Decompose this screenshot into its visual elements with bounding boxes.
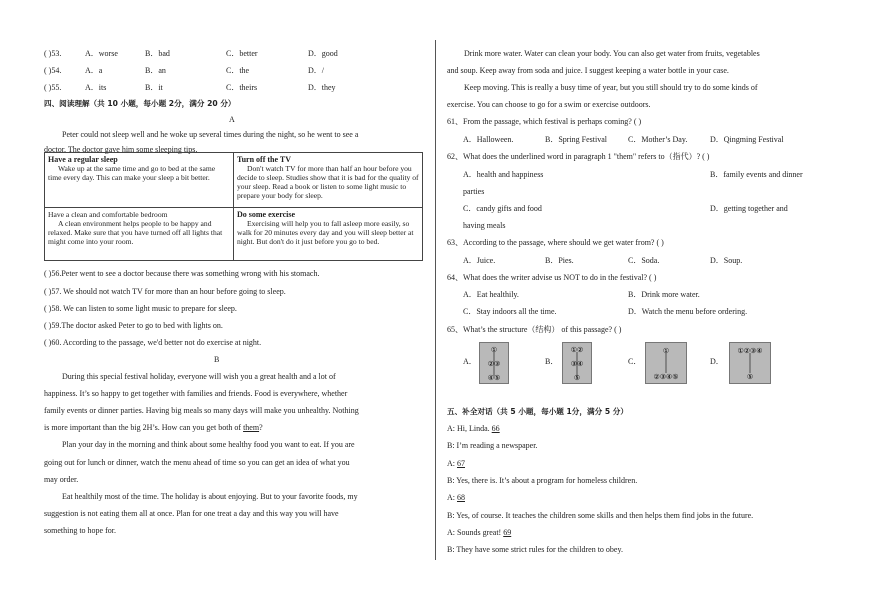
dialog-blank: 68 [457, 493, 465, 502]
diagram-node: ②③④⑤ [653, 373, 679, 381]
passage-b-label: B [214, 355, 220, 364]
passage-b-line: suggestion is not eating them all at once. Plan for one treat a day and this way you will have [44, 509, 339, 518]
option-b: B．an [145, 66, 166, 75]
dialog-text: B: Yes, of course. It teaches the children some skills and then helps them find jobs in the future. [447, 511, 754, 520]
dialog-blank: 67 [457, 459, 465, 468]
passage-b-line: going out for lunch or dinner, watch the menu ahead of time so you can get an idea of what you [44, 458, 350, 467]
question-62: 62、What does the underlined word in paragraph 1 "them" refers to（指代）? ( ) [447, 152, 710, 161]
dialog-line [447, 425, 500, 433]
passage-b-line: Plan your day in the morning and think about some healthy food you want to eat. If you are [62, 440, 355, 449]
diagram-node: ①②③④ [737, 347, 763, 355]
option-d: D．good [308, 49, 338, 58]
dialog-text: A: Sounds great! [447, 528, 504, 537]
diagram-node: ⑤ [573, 374, 581, 382]
option-d-continued: having meals [463, 221, 506, 230]
passage-a-intro-line: Peter could not sleep well and he woke up several times during the night, so he went to see a [62, 130, 359, 139]
tf-question: ( )58. We can listen to some light music to prepare for sleep. [44, 304, 237, 313]
diagram-node: ②③ [487, 360, 501, 368]
structure-diagram-a-svg [480, 343, 508, 383]
dialog-line [447, 512, 753, 520]
tf-question: ( )56.Peter went to see a doctor because there was something wrong with his stomach. [44, 269, 320, 278]
dialog-text: A: Hi, Linda. [447, 424, 492, 433]
option-c: C．theirs [226, 83, 258, 92]
option-c: C．Stay indoors all the time. [463, 307, 557, 316]
option-d: D． [710, 357, 724, 366]
structure-diagram-b-svg [563, 343, 591, 383]
tip-title: Turn off the TV [237, 155, 292, 164]
tip-box [45, 208, 234, 261]
tip-title: Have a regular sleep [48, 155, 118, 164]
tf-question: ( )57. We should not watch TV for more than an hour before going to sleep. [44, 287, 286, 296]
dialog-line [447, 477, 637, 485]
option-c: C．the [226, 66, 250, 75]
passage-a-label: A [229, 115, 235, 124]
option-c: C．candy gifts and food [463, 204, 542, 213]
passage-line: and soup. Keep away from soda and juice. I suggest keeping a water bottle in your case. [447, 66, 729, 75]
option-c: C． [628, 357, 642, 366]
structure-diagram-c-svg [646, 343, 686, 383]
option-c: C．better [226, 49, 258, 58]
option-d: D．Soup. [710, 256, 743, 265]
underlined-word-them: them [243, 423, 260, 432]
question-64: 64、What does the writer advise us NOT to do in the festival? ( ) [447, 273, 657, 282]
tip-box [45, 153, 234, 208]
section-4-title: 四、阅读理解（共 10 小题，每小题 2分，满分 20 分） [44, 99, 236, 108]
column-divider [435, 40, 436, 560]
passage-b-line: Eat healthily most of the time. The holiday is about enjoying. But to your favorite foods, my [62, 492, 358, 501]
tf-question: ( )59.The doctor asked Peter to go to bed with lights on. [44, 321, 223, 330]
diagram-node: ⑤ [746, 373, 754, 381]
diagram-node: ① [662, 347, 670, 355]
option-a: A．worse [85, 49, 118, 58]
option-b: B．family events and dinner [710, 170, 803, 179]
diagram-node: ④⑤ [487, 374, 501, 382]
option-a: A．Juice. [463, 256, 496, 265]
dialog-line [447, 494, 465, 502]
option-b: B．Pies. [545, 256, 574, 265]
passage-b-line: may order. [44, 475, 79, 484]
dialog-text: A: [447, 459, 457, 468]
dialog-text: B: I’m reading a newspaper. [447, 441, 538, 450]
structure-diagram-a [479, 342, 509, 384]
dialog-blank: 66 [491, 424, 500, 433]
question-63: 63、According to the passage, where should we get water from? ( ) [447, 238, 664, 247]
passage-b-line: During this special festival holiday, everyone will wish you a great health and a lot of [62, 372, 336, 381]
tip-title: Do some exercise [237, 210, 296, 219]
question-61: 61、From the passage, which festival is perhaps coming? ( ) [447, 117, 642, 126]
option-b: B． [545, 357, 559, 366]
tip-text: Wake up at the same time and go to bed at the same time every day. This can make your sleep a bit better. [48, 164, 216, 182]
dialog-blank: 69 [503, 528, 512, 537]
passage-b-line [44, 424, 263, 432]
structure-diagram-b [562, 342, 592, 384]
option-c: C．Soda. [628, 256, 660, 265]
dialog-line [447, 529, 511, 537]
passage-line: Keep moving. This is really a busy time of year, but you still should try to do some kinds of [464, 83, 758, 92]
option-d: D．Watch the menu before ordering. [628, 307, 748, 316]
dialog-line [447, 546, 623, 554]
tips-table [44, 152, 423, 261]
question-number: ( )53. [44, 49, 62, 58]
passage-b-line: happiness. It’s so happy to get together with families and friends. Food is everywhere, whether [44, 389, 348, 398]
question-65: 65、What’s the structure（结构） of this passage? ( ) [447, 325, 622, 334]
question-mark: ? [259, 423, 263, 432]
dialog-text: B: They have some strict rules for the children to obey. [447, 545, 623, 554]
passage-b-line: something to hope for. [44, 526, 116, 535]
passage-b-text: is more important than the big 2H’s. How can you get both of [44, 423, 244, 432]
tip-text: Don't watch TV for more than half an hour before you decide to sleep. Studies show that it is bad for the quality of your sleep. Read a book or listen to some light music to prepare your body for sleep. [237, 164, 419, 200]
structure-diagram-c [645, 342, 687, 384]
passage-line: Drink more water. Water can clean your body. You can also get water from fruits, vegetables [464, 49, 760, 58]
question-number: ( )54. [44, 66, 62, 75]
passage-line: exercise. You can choose to go for a swim or exercise outdoors. [447, 100, 651, 109]
option-d: D．they [308, 83, 336, 92]
option-c: C．Mother’s Day. [628, 135, 688, 144]
dialog-line [447, 442, 537, 450]
option-a: A．health and happiness [463, 170, 544, 179]
dialog-line [447, 460, 465, 468]
dialog-text: B: Yes, there is. It’s about a program for homeless children. [447, 476, 638, 485]
tip-text: Exercising will help you to fall asleep more easily, so walk for 20 minutes every day and you will sleep better at night. But don't do it just before you go to bed. [237, 219, 414, 246]
option-d: D．/ [308, 66, 324, 75]
option-b-continued: parties [463, 187, 485, 196]
option-b: B．Drink more water. [628, 290, 700, 299]
option-b: B．it [145, 83, 163, 92]
option-a: A． [463, 357, 477, 366]
section-5-title: 五、补全对话（共 5 小题，每小题 1分，满分 5 分） [447, 407, 628, 416]
tip-box [234, 208, 423, 261]
diagram-node: ③④ [570, 360, 584, 368]
diagram-node: ①② [570, 346, 584, 354]
option-b: B．bad [145, 49, 170, 58]
tip-box [234, 153, 423, 208]
option-a: A．Eat healthily. [463, 290, 519, 299]
option-a: A．Halloween. [463, 135, 514, 144]
option-a: A．its [85, 83, 107, 92]
tip-text: A clean environment helps people to be happy and relaxed. Make sure that you have turned off all lights that might come into your room. [48, 219, 223, 246]
diagram-node: ① [490, 346, 498, 354]
tf-question: ( )60. According to the passage, we'd better not do exercise at night. [44, 338, 262, 347]
structure-diagram-d [729, 342, 771, 384]
dialog-text: A: [447, 493, 457, 502]
passage-a-intro-line: doctor. The doctor gave him some sleeping tips. [44, 145, 198, 154]
question-number: ( )55. [44, 83, 62, 92]
structure-diagram-d-svg [730, 343, 770, 383]
option-b: B．Spring Festival [545, 135, 608, 144]
option-d: D．Qingming Festival [710, 135, 784, 144]
option-d: D．getting together and [710, 204, 788, 213]
tip-title: Have a clean and comfortable bedroom [48, 210, 168, 219]
passage-b-line: family events or dinner parties. Having big meals so many days will make you unhealthy. Nothing [44, 406, 359, 415]
option-a: A．a [85, 66, 103, 75]
